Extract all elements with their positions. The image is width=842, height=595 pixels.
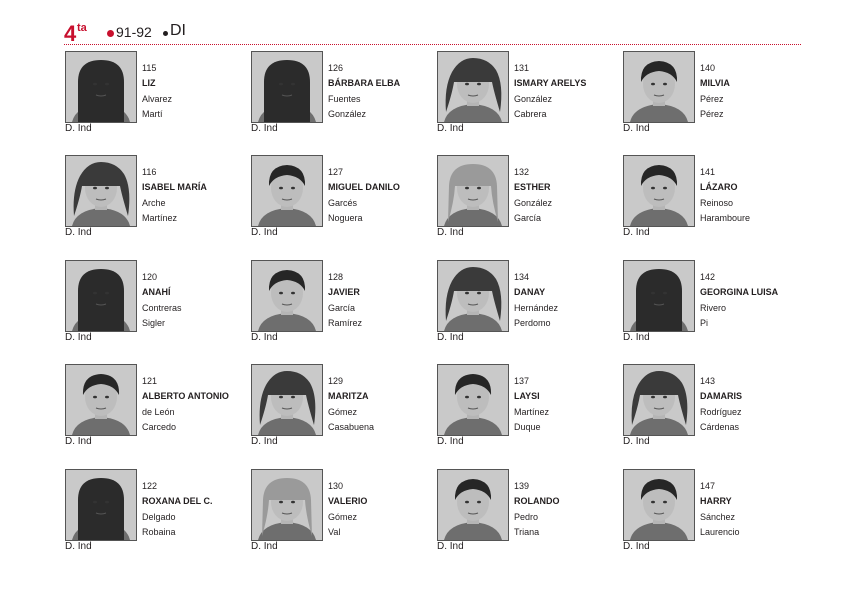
- student-number: 140: [700, 63, 716, 73]
- student-department: D. Ind: [437, 227, 464, 238]
- student-card: [623, 469, 803, 559]
- student-first-name: LÁZARO: [700, 182, 738, 192]
- portrait-icon: [66, 261, 136, 331]
- grade-suffix: ta: [77, 22, 87, 34]
- student-second-surname: González: [328, 109, 367, 119]
- student-card: [251, 260, 431, 350]
- student-department: D. Ind: [251, 123, 278, 134]
- student-first-name: LAYSI: [514, 391, 540, 401]
- portrait-icon: [252, 365, 322, 435]
- student-second-surname: Pérez: [700, 109, 724, 119]
- student-card: [623, 155, 803, 245]
- student-second-surname: Martínez: [142, 213, 178, 223]
- student-first-name: DAMARIS: [700, 391, 742, 401]
- student-first-surname: González: [514, 198, 553, 208]
- student-first-surname: Reinoso: [700, 198, 734, 208]
- student-first-surname: Sánchez: [700, 512, 736, 522]
- student-second-surname: Val: [328, 527, 341, 537]
- student-number: 131: [514, 63, 530, 73]
- student-card: [65, 260, 245, 350]
- student-card: [623, 260, 803, 350]
- portrait-icon: [66, 470, 136, 540]
- student-first-name: ALBERTO ANTONIO: [142, 391, 229, 401]
- student-photo: [251, 260, 323, 332]
- student-department: D. Ind: [251, 332, 278, 343]
- student-second-surname: Carcedo: [142, 422, 177, 432]
- student-number: 128: [328, 272, 344, 282]
- student-first-surname: González: [514, 94, 553, 104]
- student-card: [437, 51, 617, 141]
- student-second-surname: Ramírez: [328, 318, 363, 328]
- student-department: D. Ind: [437, 436, 464, 447]
- student-first-name: ANAHÍ: [142, 287, 171, 297]
- student-photo: [437, 51, 509, 123]
- student-department: D. Ind: [65, 541, 92, 552]
- student-second-surname: Martí: [142, 109, 163, 119]
- student-first-name: VALERIO: [328, 496, 368, 506]
- student-number: 147: [700, 481, 716, 491]
- student-first-name: DANAY: [514, 287, 546, 297]
- student-number: 142: [700, 272, 716, 282]
- student-first-name: JAVIER: [328, 287, 360, 297]
- student-second-surname: Duque: [514, 422, 541, 432]
- student-second-surname: Casabuena: [328, 422, 375, 432]
- student-first-surname: Garcés: [328, 198, 358, 208]
- student-second-surname: Triana: [514, 527, 540, 537]
- portrait-icon: [438, 365, 508, 435]
- page-header: [64, 20, 801, 48]
- student-first-surname: Alvarez: [142, 94, 173, 104]
- student-number: 130: [328, 481, 344, 491]
- student-photo: [65, 155, 137, 227]
- student-card: [623, 364, 803, 454]
- student-first-surname: de León: [142, 407, 175, 417]
- student-first-surname: Arche: [142, 198, 166, 208]
- student-photo: [623, 51, 695, 123]
- student-first-name: BÁRBARA ELBA: [328, 78, 401, 88]
- student-department: D. Ind: [437, 123, 464, 134]
- student-number: 143: [700, 376, 716, 386]
- portrait-icon: [624, 261, 694, 331]
- student-first-name: ISMARY ARELYS: [514, 78, 587, 88]
- portrait-icon: [438, 156, 508, 226]
- student-second-surname: Robaina: [142, 527, 176, 537]
- student-number: 115: [142, 63, 157, 73]
- student-card: [251, 364, 431, 454]
- student-photo: [623, 260, 695, 332]
- student-second-surname: Laurencio: [700, 527, 740, 537]
- student-department: D. Ind: [65, 436, 92, 447]
- student-second-surname: García: [514, 213, 542, 223]
- student-photo: [65, 469, 137, 541]
- student-department: D. Ind: [65, 123, 92, 134]
- student-card: [251, 155, 431, 245]
- student-photo: [623, 469, 695, 541]
- student-first-name: MIGUEL DANILO: [328, 182, 400, 192]
- student-photo: [251, 469, 323, 541]
- grade-number: 4: [64, 21, 77, 46]
- student-first-surname: Rodríguez: [700, 407, 742, 417]
- student-first-name: ROXANA DEL C.: [142, 496, 213, 506]
- student-department: D. Ind: [251, 436, 278, 447]
- student-card: [251, 469, 431, 559]
- portrait-icon: [438, 470, 508, 540]
- student-first-surname: Fuentes: [328, 94, 361, 104]
- student-first-surname: Hernández: [514, 303, 559, 313]
- student-department: D. Ind: [623, 123, 650, 134]
- student-photo: [437, 469, 509, 541]
- portrait-icon: [438, 52, 508, 122]
- portrait-icon: [66, 365, 136, 435]
- student-second-surname: Sigler: [142, 318, 166, 328]
- red-bullet-icon: [107, 30, 114, 37]
- student-card: [251, 51, 431, 141]
- student-photo: [251, 51, 323, 123]
- student-card: [65, 51, 245, 141]
- student-department: D. Ind: [623, 332, 650, 343]
- student-department: D. Ind: [623, 541, 650, 552]
- student-second-surname: Perdomo: [514, 318, 551, 328]
- student-department: D. Ind: [623, 436, 650, 447]
- student-second-surname: Haramboure: [700, 213, 751, 223]
- student-second-surname: Cárdenas: [700, 422, 740, 432]
- student-first-name: LIZ: [142, 78, 156, 88]
- student-first-surname: García: [328, 303, 356, 313]
- student-number: 137: [514, 376, 530, 386]
- student-department: D. Ind: [623, 227, 650, 238]
- student-number: 116: [142, 167, 157, 177]
- student-first-surname: Gómez: [328, 512, 358, 522]
- student-department: D. Ind: [437, 332, 464, 343]
- portrait-icon: [66, 156, 136, 226]
- student-number: 120: [142, 272, 158, 282]
- student-photo: [251, 364, 323, 436]
- portrait-icon: [252, 156, 322, 226]
- student-number: 126: [328, 63, 344, 73]
- student-department: D. Ind: [251, 227, 278, 238]
- student-card: [437, 469, 617, 559]
- student-first-name: MARITZA: [328, 391, 369, 401]
- student-first-name: MILVIA: [700, 78, 730, 88]
- student-department: D. Ind: [65, 332, 92, 343]
- portrait-icon: [624, 470, 694, 540]
- student-number: 132: [514, 167, 530, 177]
- student-photo: [623, 155, 695, 227]
- student-first-surname: Delgado: [142, 512, 176, 522]
- student-number: 129: [328, 376, 344, 386]
- student-photo: [65, 364, 137, 436]
- student-photo: [437, 155, 509, 227]
- header-dotted-rule: [64, 44, 801, 45]
- school-years: 91-92: [116, 24, 152, 40]
- student-number: 121: [142, 376, 158, 386]
- student-photo: [623, 364, 695, 436]
- portrait-icon: [624, 156, 694, 226]
- student-card: [623, 51, 803, 141]
- student-first-name: ROLANDO: [514, 496, 560, 506]
- portrait-icon: [252, 261, 322, 331]
- portrait-icon: [252, 470, 322, 540]
- student-first-surname: Pedro: [514, 512, 539, 522]
- student-photo: [437, 364, 509, 436]
- student-department: D. Ind: [65, 227, 92, 238]
- student-card: [65, 155, 245, 245]
- portrait-icon: [438, 261, 508, 331]
- portrait-icon: [252, 52, 322, 122]
- student-card: [437, 364, 617, 454]
- student-photo: [251, 155, 323, 227]
- department-code: DI: [170, 22, 186, 39]
- student-number: 139: [514, 481, 530, 491]
- student-card: [65, 469, 245, 559]
- student-card: [437, 155, 617, 245]
- student-card: [65, 364, 245, 454]
- student-first-surname: Martínez: [514, 407, 550, 417]
- student-first-name: HARRY: [700, 496, 732, 506]
- student-first-surname: Pérez: [700, 94, 724, 104]
- student-photo: [65, 51, 137, 123]
- student-number: 134: [514, 272, 530, 282]
- portrait-icon: [624, 365, 694, 435]
- student-second-surname: Cabrera: [514, 109, 547, 119]
- student-photo: [65, 260, 137, 332]
- portrait-icon: [66, 52, 136, 122]
- student-first-surname: Contreras: [142, 303, 182, 313]
- student-card: [437, 260, 617, 350]
- student-number: 127: [328, 167, 344, 177]
- student-department: D. Ind: [437, 541, 464, 552]
- portrait-icon: [624, 52, 694, 122]
- student-first-name: ESTHER: [514, 182, 551, 192]
- student-second-surname: Noguera: [328, 213, 363, 223]
- student-department: D. Ind: [251, 541, 278, 552]
- student-first-surname: Gómez: [328, 407, 358, 417]
- student-second-surname: Pi: [700, 318, 709, 328]
- student-number: 141: [700, 167, 716, 177]
- student-photo: [437, 260, 509, 332]
- dark-bullet-icon: [163, 31, 168, 36]
- student-first-name: GEORGINA LUISA: [700, 287, 779, 297]
- student-first-surname: Rivero: [700, 303, 727, 313]
- student-first-name: ISABEL MARÍA: [142, 182, 207, 192]
- student-number: 122: [142, 481, 158, 491]
